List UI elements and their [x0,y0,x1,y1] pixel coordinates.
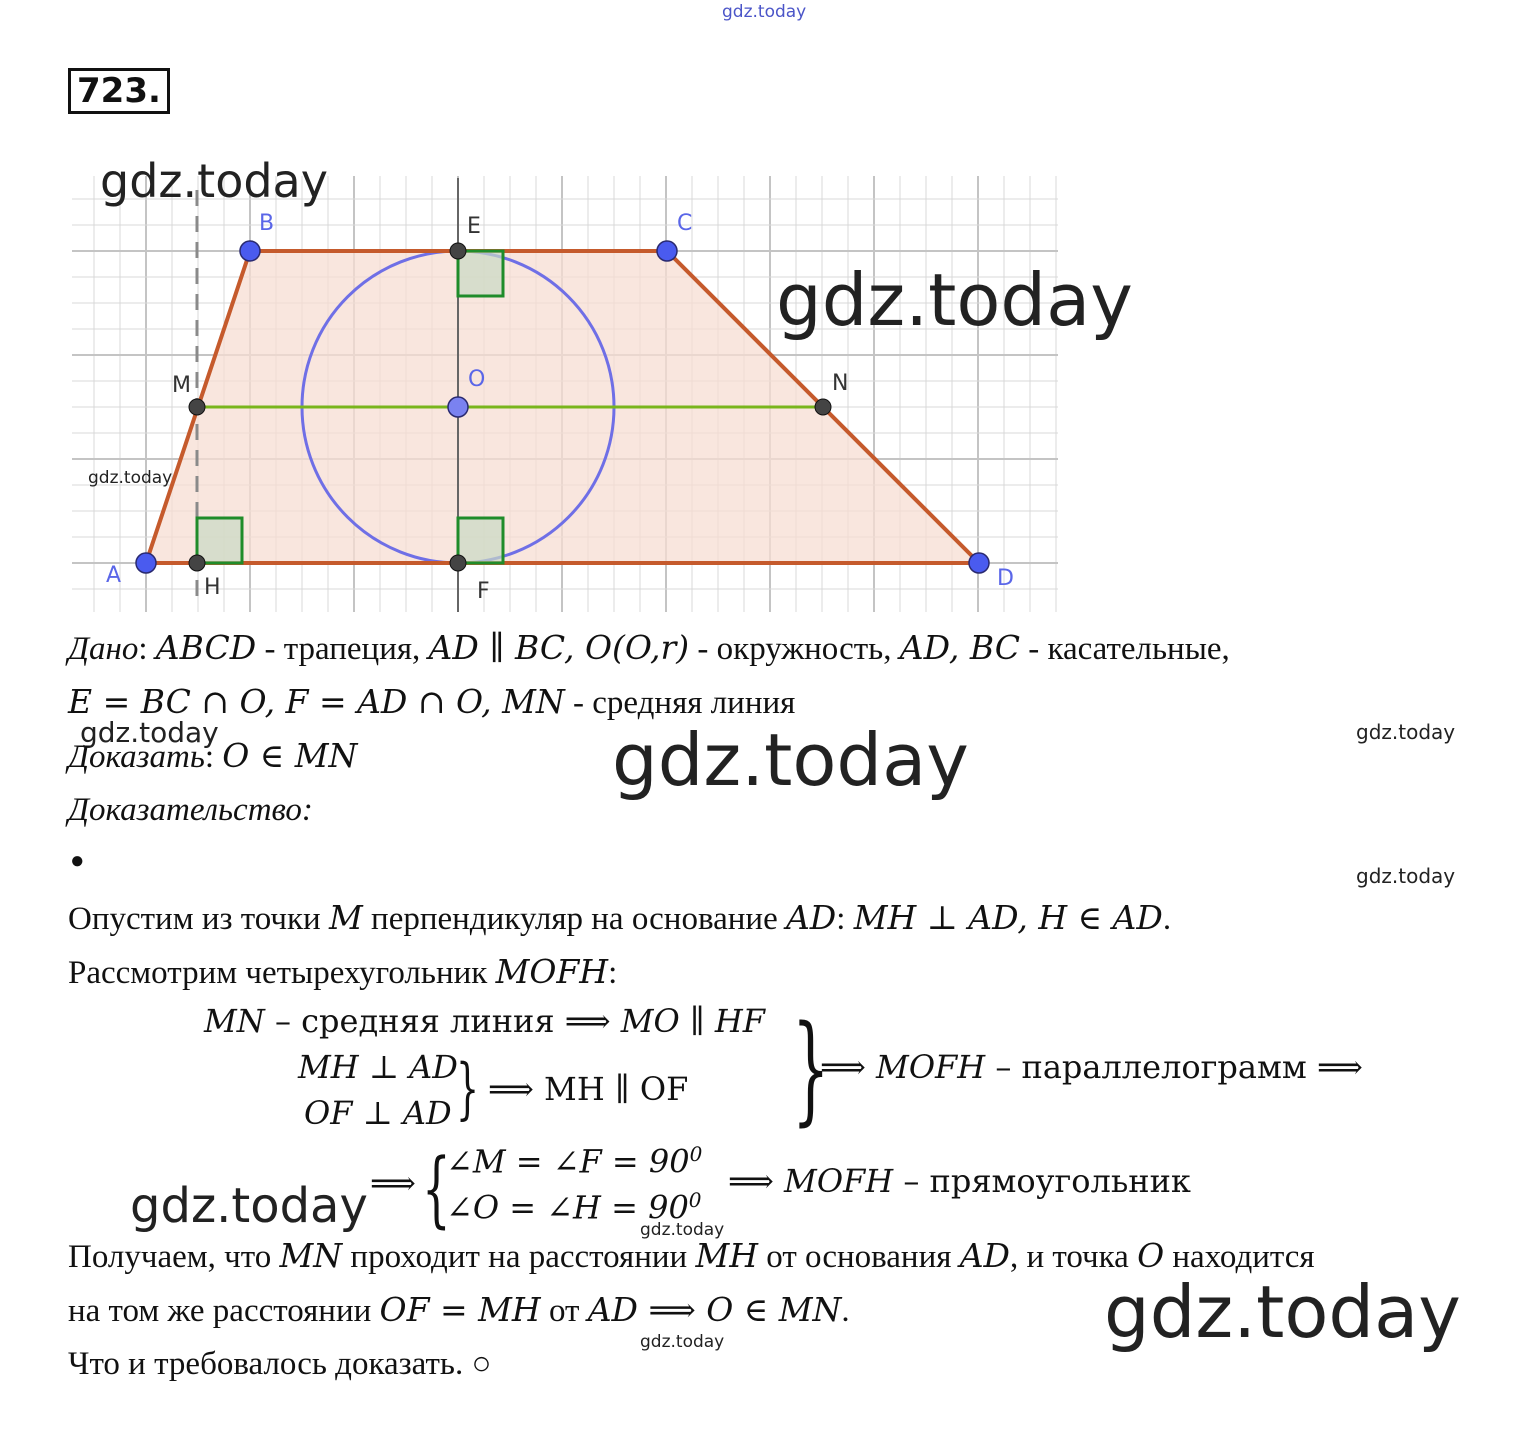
trapezoid-diagram [0,0,1532,640]
watermark-bottom-right: gdz.today [1104,1270,1461,1354]
label-o: O [468,367,486,392]
prove-statement: O ∈ MN [222,736,358,775]
problem-number: 723. [68,68,170,114]
given-line-2: E = BC ∩ O, F = AD ∩ O, MN - средняя линия [68,682,796,721]
brace-small: } [456,1050,480,1127]
angle-row-2: ∠O = ∠H = $90^0$ [446,1188,702,1227]
brace-large: } [792,999,830,1137]
conclusion-line-2: на том же расстоянии OF = MH от AD ⟹ O ∈ MN. [68,1290,850,1329]
point-n [815,399,831,415]
label-b: B [259,211,275,236]
bullet: ● [70,848,85,874]
conclusion-line-3: Что и требовалось доказать. ○ [68,1346,492,1382]
watermark-small-diagram: gdz.today [88,468,173,488]
watermark-small-1: gdz.today [640,1220,725,1240]
angle-row-1: ∠M = ∠F = $90^0$ [446,1142,703,1181]
given-line-1: Дано: ABCD - трапеция, AD ∥ BC, O(O,r) - окружность, AD, BC - касательные, [68,628,1230,667]
system-pre-arrow: ⟹ [370,1164,416,1202]
watermark-top: gdz.today [722,2,807,22]
system-result-2: ⟹ MOFH – прямоугольник [728,1162,1191,1200]
label-c: C [677,211,693,236]
prove-label: Доказать [68,739,205,775]
right-angle-mark-e [458,251,503,296]
watermark-given: gdz.today [80,716,219,749]
right-angle-mark-h [197,518,242,563]
watermark-diagram-right: gdz.today [776,258,1133,342]
prove-line: Доказать: O ∈ MN [68,736,358,775]
label-a: A [106,563,122,588]
watermark-right-1: gdz.today [1356,720,1456,744]
given-label: Дано [68,631,139,667]
label-m: M [172,373,191,398]
label-h: H [204,575,221,600]
label-f: F [477,579,490,604]
watermark-center: gdz.today [612,718,969,802]
point-c [657,241,677,261]
brace-left: { [422,1142,451,1237]
system-row-3: OF ⊥ AD [304,1094,452,1132]
system-row-1: MN – средняя линия ⟹ MO ∥ HF [204,1002,765,1040]
given-trapezoid: ABCD [155,628,257,667]
point-m [189,399,205,415]
point-f [450,555,466,571]
point-d [969,553,989,573]
system-row-2: MH ⊥ AD [298,1048,458,1086]
system-result-1: ⟹ MOFH – параллелограмм ⟹ [820,1048,1363,1086]
step-2: Рассмотрим четырехугольник MOFH: [68,952,618,991]
point-e [450,243,466,259]
step-1: Опустим из точки M перпендикуляр на основание AD: MH ⊥ AD, H ∈ AD. [68,898,1172,937]
watermark-diagram-left: gdz.today [100,154,328,208]
point-o [448,397,468,417]
point-h [189,555,205,571]
label-d: D [997,566,1014,591]
conclusion-line-1: Получаем, что MN проходит на расстоянии MH от основания AD, и точка O находится [68,1236,1315,1275]
watermark-right-2: gdz.today [1356,864,1456,888]
right-angle-mark-f [458,518,503,563]
proof-label: Доказательство: [68,792,313,828]
label-n: N [832,371,849,396]
watermark-small-2: gdz.today [640,1332,725,1352]
watermark-system: gdz.today [130,1178,368,1234]
label-e: E [467,214,481,239]
system-row-23: ⟹ MH ∥ OF [488,1070,689,1108]
point-b [240,241,260,261]
point-a [136,553,156,573]
